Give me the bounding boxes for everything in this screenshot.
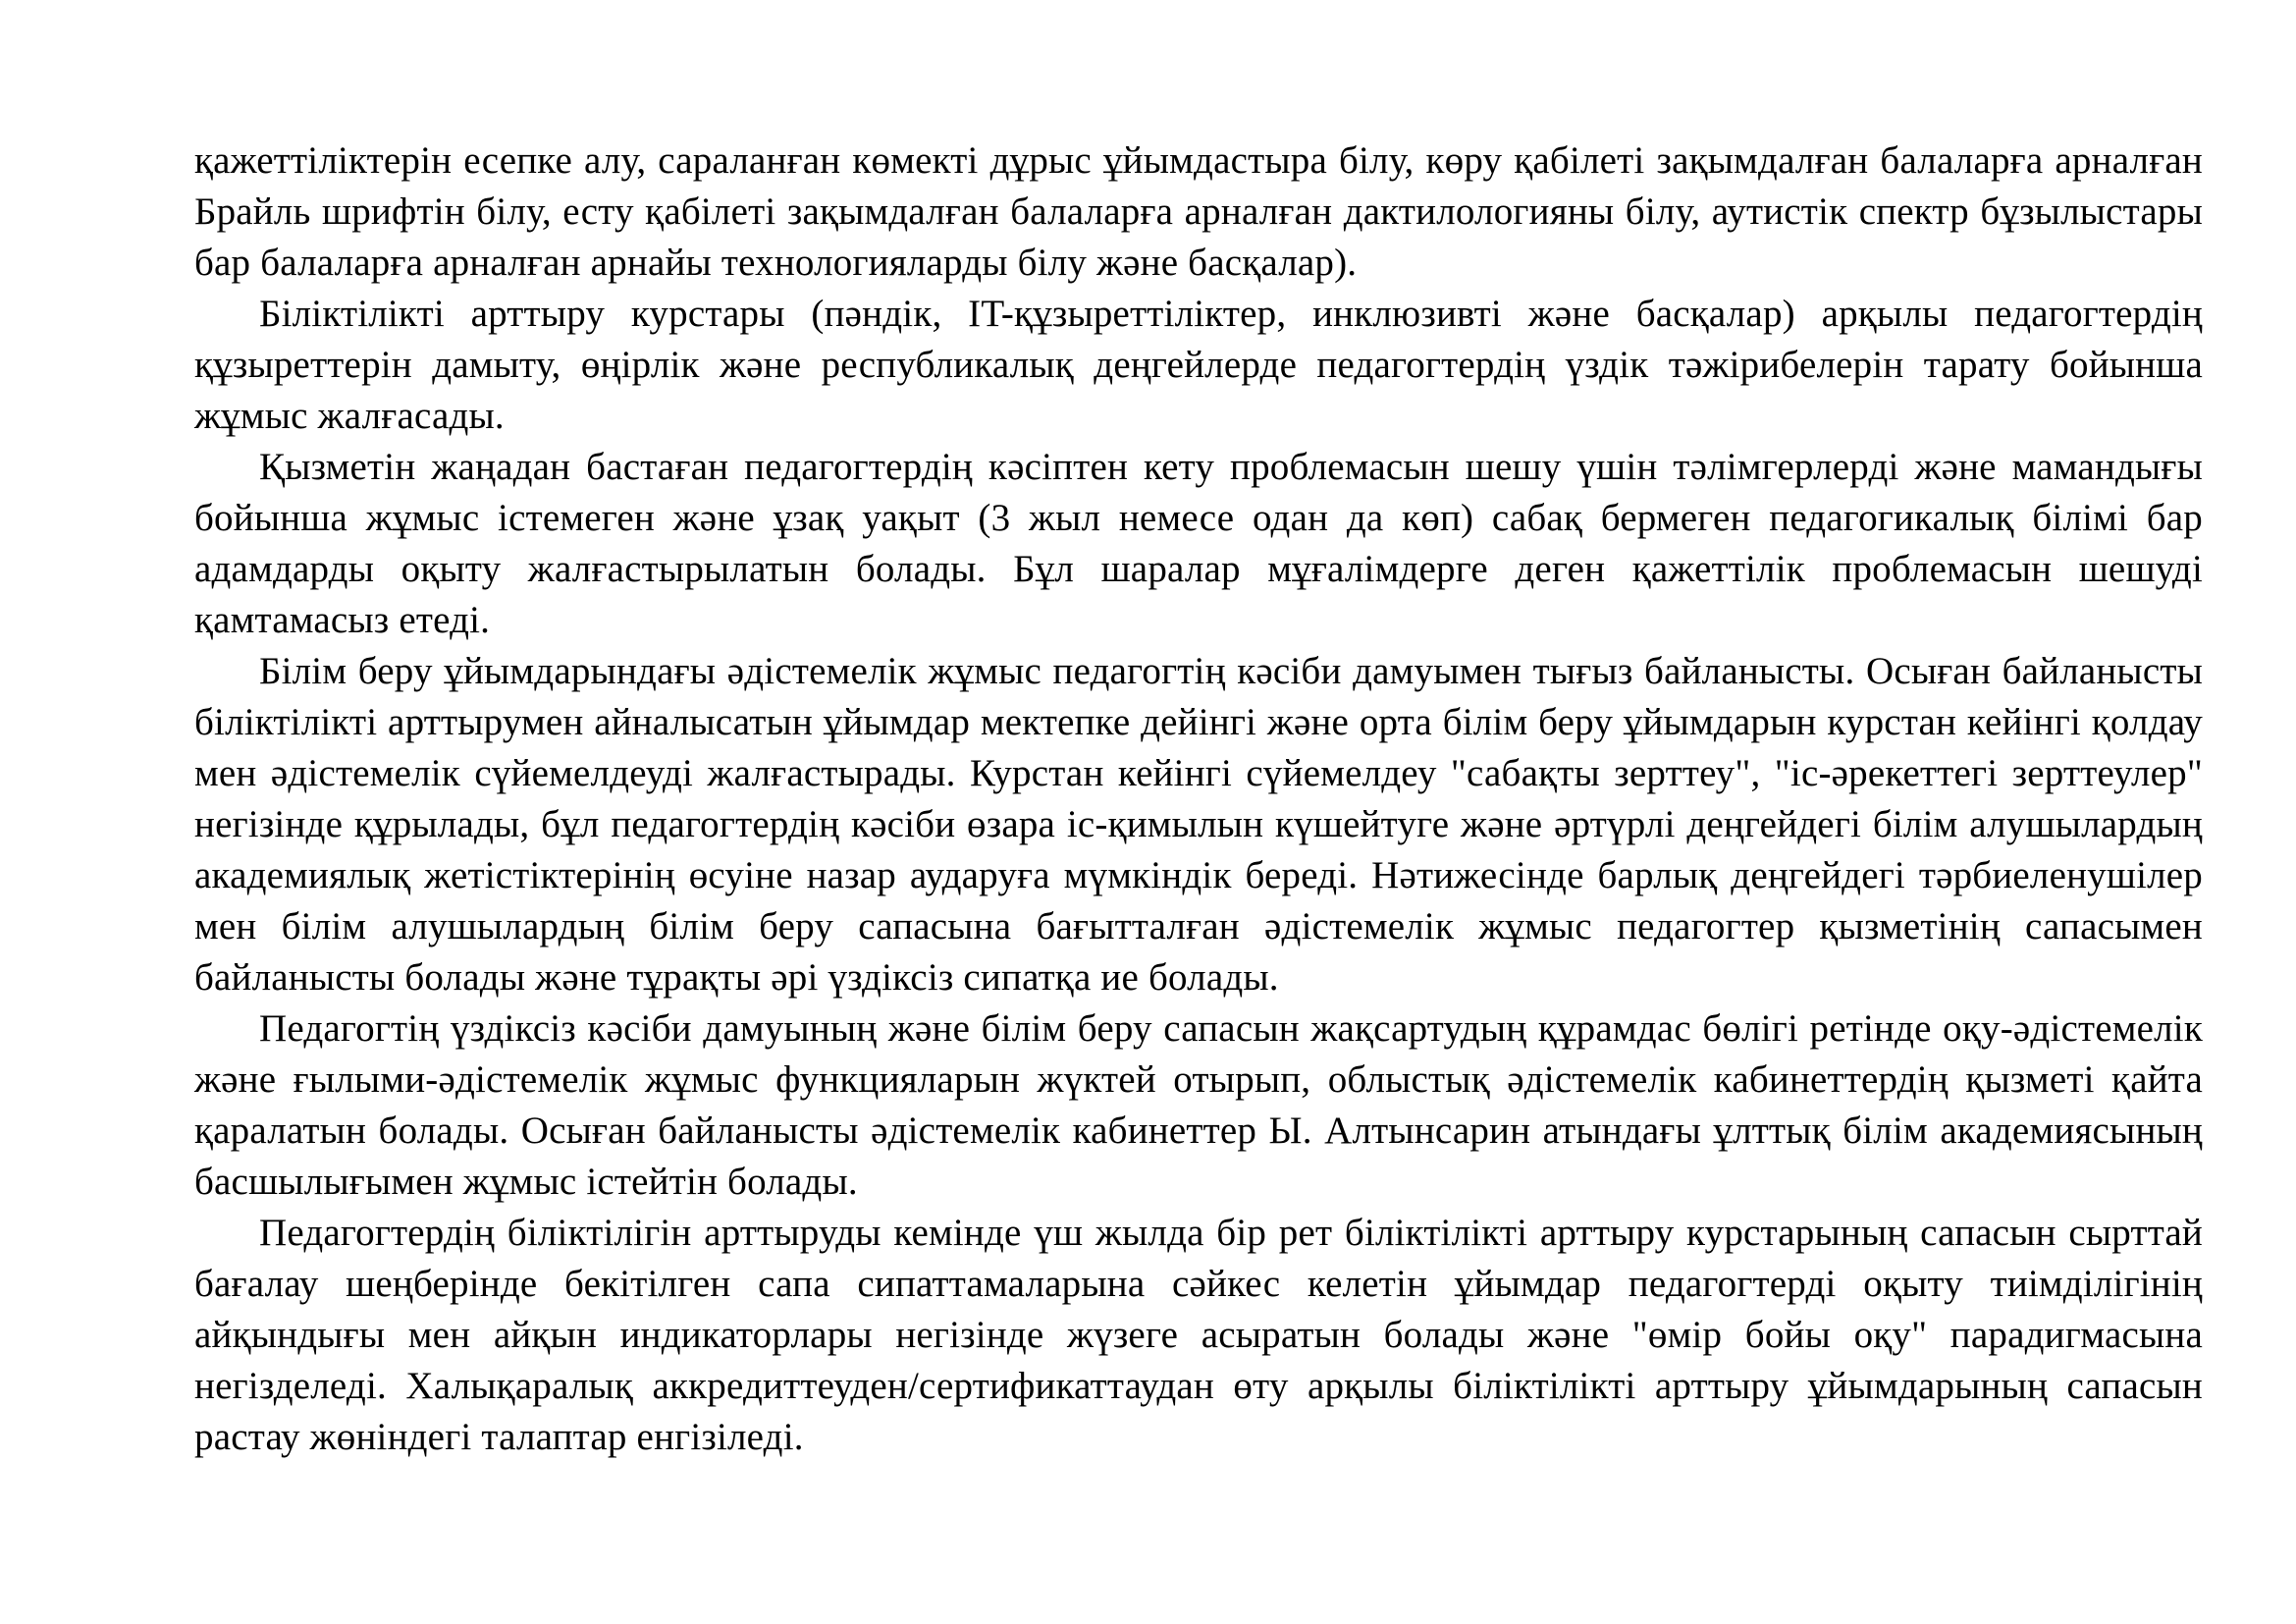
paragraph-quality-assessment: Педагогтердің біліктілігін арттыруды кемінде үш жылда бір рет біліктілікті арттыру курстарының сапасын сырттай бағалау шеңберінде бекітілген сапа сипаттамаларына сәйкес келетін ұйымдар педагогтерді оқыту тиімділігінің айқындығы мен айқын индикаторлары негізінде жүзеге асыратын болады және "өмір бойы оқу" парадигмасына негізделеді. Халықаралық аккредиттеуден/сертификаттаудан өту арқылы біліктілікті арттыру ұйымдарының сапасын растау жөніндегі талаптар енгізіледі.	[194, 1212, 2203, 1458]
paragraph-methodical-cabinets: Педагогтің үздіксіз кәсіби дамуының және білім беру сапасын жақсартудың құрамдас бөлігі ретінде оқу-әдістемелік және ғылыми-әдістемелік жұмыс функцияларын жүктей отырып, облыстық әдістемелік кабинеттердің қызметі қайта қаралатын болады. Осыған байланысты әдістемелік кабинеттер Ы. Алтынсарин атындағы ұлттық білім академиясының басшылығымен жұмыс істейтін болады.	[194, 1007, 2203, 1203]
paragraph-qualification-courses: Біліктілікті арттыру курстары (пәндік, IT-құзыреттіліктер, инклюзивті және басқалар) арқылы педагогтердің құзыреттерін дамыту, өңірлік және республикалық деңгейлерде педагогтердің үздік тәжірибелерін тарату бойынша жұмыс жалғасады.	[194, 293, 2203, 437]
paragraph-new-teachers: Қызметін жаңадан бастаған педагогтердің кәсіптен кету проблемасын шешу үшін тәлімгерлерді және мамандығы бойынша жұмыс істемеген және ұзақ уақыт (3 жыл немесе одан да көп) сабақ бермеген педагогикалық білімі бар адамдарды оқыту жалғастырылатын болады. Бұл шаралар мұғалімдерге деген қажеттілік проблемасын шешуді қамтамасыз етеді.	[194, 446, 2203, 641]
paragraph-methodical-work: Білім беру ұйымдарындағы әдістемелік жұмыс педагогтің кәсіби дамуымен тығыз байланысты. Осыған байланысты біліктілікті арттырумен айналысатын ұйымдар мектепке дейінгі және орта білім беру ұйымдарын курстан кейінгі қолдау мен әдістемелік сүйемелдеуді жалғастырады. Курстан кейінгі сүйемелдеу "сабақты зерттеу", "іс-әрекеттегі зерттеулер" негізінде құрылады, бұл педагогтердің кәсіби өзара іс-қимылын күшейтуге және әртүрлі деңгейдегі білім алушылардың академиялық жетістіктерінің өсуіне назар аударуға мүмкіндік береді. Нәтижесінде барлық деңгейдегі тәрбиеленушілер мен білім алушылардың білім беру сапасына бағытталған әдістемелік жұмыс педагогтер қызметінің сапасымен байланысты болады және тұрақты әрі үздіксіз сипатқа ие болады.	[194, 650, 2203, 999]
document-text-block	[194, 135, 2203, 1463]
paragraph-continuation: қажеттіліктерін есепке алу, сараланған көмекті дұрыс ұйымдастыра білу, көру қабілеті зақымдалған балаларға арналған Брайль шрифтін білу, есту қабілеті зақымдалған балаларға арналған дактилологияны білу, аутистік спектр бұзылыстары бар балаларға арналған арнайы технологияларды білу және басқалар).	[194, 139, 2203, 284]
